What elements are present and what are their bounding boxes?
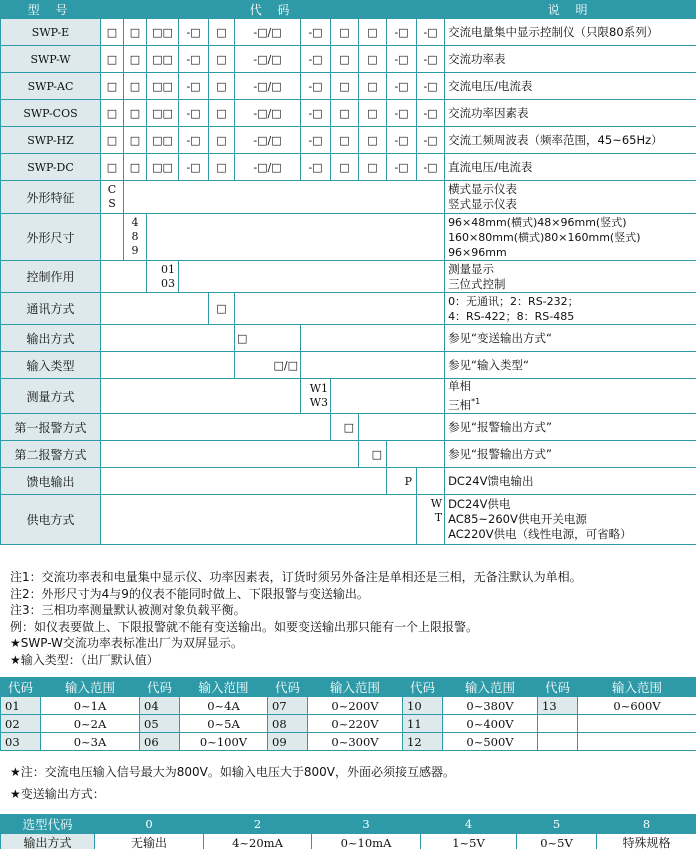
- model-row-swp-e: [1, 19, 696, 46]
- model-name: SWP-AC: [1, 73, 101, 100]
- range-cell: 0~200V: [308, 697, 403, 715]
- code-cell: 4: [421, 815, 517, 834]
- header-cell: 代码: [538, 678, 578, 697]
- code-s: S: [108, 197, 116, 210]
- code-c: C: [107, 183, 117, 196]
- shape-desc: [445, 181, 696, 214]
- blank-cell: [179, 261, 445, 293]
- code-cell: □: [331, 73, 359, 100]
- blank-cell: [101, 441, 359, 468]
- input-type-table: [0, 677, 696, 751]
- code-cell: □: [359, 154, 387, 181]
- code-cell: □□: [147, 154, 179, 181]
- blank-cell: [359, 414, 445, 441]
- output-desc: 参见“变送输出方式“: [445, 325, 696, 352]
- code-cell: □: [359, 100, 387, 127]
- note-line: ★SWP-W交流功率表标准出厂为双屏显示。: [10, 636, 243, 650]
- header-cell: 输入范围: [41, 678, 140, 697]
- measure-label: 测量方式: [1, 379, 101, 414]
- code-cell: 0: [95, 815, 204, 834]
- empty-cell: [538, 715, 578, 733]
- control-codes: [147, 261, 179, 293]
- transmit-output-table: [0, 814, 696, 849]
- code-cell: -□: [417, 19, 445, 46]
- code-cell: 09: [268, 733, 308, 751]
- code-cell: -□: [417, 154, 445, 181]
- code-cell: □: [359, 19, 387, 46]
- model-desc: 交流电量集中显示控制仪（只限80系列）: [445, 19, 696, 46]
- code-t: T: [434, 511, 443, 524]
- transmit-note: ★变送输出方式：: [10, 787, 105, 801]
- model-desc: 交流工频周波表（频率范围，45~65Hz）: [445, 127, 696, 154]
- blank-cell: [101, 261, 147, 293]
- desc-line: AC85~260V供电开关电源: [448, 512, 587, 526]
- header-cell: 代码: [403, 678, 443, 697]
- blank-cell: [387, 441, 445, 468]
- code-cell: -□: [179, 100, 209, 127]
- value-cell: 1~5V: [421, 834, 517, 849]
- power-row: [1, 495, 696, 545]
- model-desc: 直流电压/电流表: [445, 154, 696, 181]
- code-cell: 3: [312, 815, 421, 834]
- model-name: SWP-HZ: [1, 127, 101, 154]
- output-table-header: [1, 815, 696, 834]
- code-cell: -□: [301, 154, 331, 181]
- model-row-swp-w: [1, 46, 696, 73]
- code-cell: 07: [268, 697, 308, 715]
- code-cell: -□/□: [235, 46, 301, 73]
- code-cell: □: [209, 154, 235, 181]
- table-row: [1, 715, 696, 733]
- code-cell: -□: [301, 19, 331, 46]
- code-cell: -□: [387, 127, 417, 154]
- blank-cell: [101, 293, 209, 325]
- power-codes: [417, 495, 445, 545]
- code-cell: 8: [597, 815, 696, 834]
- input-table-header: [1, 678, 696, 697]
- measure-desc: [445, 379, 696, 414]
- feed-desc: DC24V馈电输出: [445, 468, 696, 495]
- blank-cell: [101, 495, 417, 545]
- note-line: 例：如仪表要做上、下限报警就不能有变送输出。如要变送输出那只能有一个上限报警。: [10, 619, 479, 634]
- blank-cell: [301, 352, 445, 379]
- range-cell: 0~2A: [41, 715, 140, 733]
- code-cell: □□: [147, 100, 179, 127]
- code-cell: □□: [147, 19, 179, 46]
- code-cell: □: [359, 127, 387, 154]
- code-cell: 08: [268, 715, 308, 733]
- comm-code: □: [209, 293, 235, 325]
- code-cell: -□: [387, 19, 417, 46]
- desc-line: DC24V供电: [448, 497, 511, 511]
- value-cell: 4~20mA: [204, 834, 312, 849]
- note-line: 注1：交流功率表和电量集中显示仪、功率因素表，订货时须另外备注是单相还是三相，无备注默认为单相。: [10, 570, 582, 584]
- blank-cell: [235, 293, 445, 325]
- code-01: 01: [161, 262, 175, 276]
- blank-cell: [101, 468, 387, 495]
- blank-cell: [147, 214, 445, 261]
- size-codes: [124, 214, 147, 261]
- code-cell: 10: [403, 697, 443, 715]
- code-cell: 13: [538, 697, 578, 715]
- model-desc: 交流电压/电流表: [445, 73, 696, 100]
- code-cell: □: [124, 100, 147, 127]
- feed-label: 馈电输出: [1, 468, 101, 495]
- blank-cell: [331, 379, 445, 414]
- code-cell: □: [209, 127, 235, 154]
- empty-cell: [538, 733, 578, 751]
- blank-cell: [124, 181, 445, 214]
- code-cell: □: [101, 100, 124, 127]
- code-cell: -□: [387, 100, 417, 127]
- table-row: [1, 733, 696, 751]
- model-name: SWP-E: [1, 19, 101, 46]
- code-cell: □: [331, 127, 359, 154]
- code-4: 4: [131, 216, 139, 229]
- value-cell: 0~5V: [517, 834, 597, 849]
- code-cell: -□/□: [235, 19, 301, 46]
- range-cell: 0~5A: [180, 715, 268, 733]
- control-label: 控制作用: [1, 261, 101, 293]
- code-cell: □: [101, 46, 124, 73]
- header-cell: 输入范围: [180, 678, 268, 697]
- blank-cell: [101, 214, 124, 261]
- model-name: SWP-W: [1, 46, 101, 73]
- code-cell: -□: [179, 127, 209, 154]
- desc-line: 横式显示仪表: [448, 182, 518, 196]
- range-cell: 0~3A: [41, 733, 140, 751]
- code-cell: □□: [147, 46, 179, 73]
- code-cell: -□: [387, 73, 417, 100]
- code-w: W: [430, 497, 443, 510]
- feed-row: [1, 468, 696, 495]
- table-row: [1, 834, 696, 849]
- size-desc: [445, 214, 696, 261]
- range-cell: 0~300V: [308, 733, 403, 751]
- model-name: SWP-COS: [1, 100, 101, 127]
- code-cell: □: [331, 100, 359, 127]
- note-line: 注2：外形尺寸为4与9的仪表不能同时做上、下限报警与变送输出。: [10, 586, 369, 601]
- code-w1: W1: [309, 382, 328, 395]
- blank-cell: [301, 325, 445, 352]
- code-cell: -□: [301, 127, 331, 154]
- code-cell: □: [124, 46, 147, 73]
- desc-line: 测量显示: [448, 261, 495, 276]
- code-8: 8: [131, 230, 139, 243]
- code-cell: 2: [204, 815, 312, 834]
- shape-codes: [101, 181, 124, 214]
- power-label: 供电方式: [1, 495, 101, 545]
- measure-row: [1, 379, 696, 414]
- output-row: [1, 325, 696, 352]
- code-cell: □: [359, 46, 387, 73]
- code-cell: -□: [179, 154, 209, 181]
- code-cell: 05: [140, 715, 180, 733]
- code-cell: □: [331, 46, 359, 73]
- model-name: SWP-DC: [1, 154, 101, 181]
- feed-code: P: [387, 468, 417, 495]
- code-cell: □: [209, 46, 235, 73]
- output-code: □: [235, 325, 301, 352]
- control-row: [1, 261, 696, 293]
- blank-cell: [101, 414, 331, 441]
- code-cell: □: [209, 100, 235, 127]
- model-header: 型 号: [1, 1, 101, 19]
- code-cell: □: [124, 19, 147, 46]
- size-label: 外形尺寸: [1, 214, 101, 261]
- output-label: 输出方式: [1, 325, 101, 352]
- code-cell: □□: [147, 127, 179, 154]
- code-cell: □: [359, 73, 387, 100]
- code-header: 代 码: [101, 1, 445, 19]
- range-cell: 0~100V: [180, 733, 268, 751]
- control-desc: [445, 261, 696, 293]
- input-code: □/□: [235, 352, 301, 379]
- header-cell: 输入范围: [443, 678, 538, 697]
- shape-label: 外形特征: [1, 181, 101, 214]
- model-row-swp-dc: [1, 154, 696, 181]
- empty-cell: [578, 715, 696, 733]
- code-cell: □□: [147, 73, 179, 100]
- range-cell: 0~1A: [41, 697, 140, 715]
- desc-line: AC220V供电（线性电源，可省略）: [448, 527, 632, 541]
- code-cell: -□/□: [235, 127, 301, 154]
- code-cell: -□: [179, 19, 209, 46]
- measure-codes: [301, 379, 331, 414]
- code-cell: □: [101, 73, 124, 100]
- desc-line: 单相: [448, 379, 472, 394]
- alarm2-row: [1, 441, 696, 468]
- code-cell: 01: [1, 697, 41, 715]
- input-row: [1, 352, 696, 379]
- code-cell: □: [101, 154, 124, 181]
- code-cell: □: [124, 73, 147, 100]
- header-cell: 代码: [268, 678, 308, 697]
- alarm1-row: [1, 414, 696, 441]
- code-cell: □: [101, 127, 124, 154]
- alarm2-desc: 参见“报警输出方式”: [445, 441, 696, 468]
- desc-line: 160×80mm(横式)80×160mm(竖式): [448, 230, 641, 244]
- voltage-note: ★注：交流电压输入信号最大为800V。如输入电压大于800V，外面必须接互感器。: [10, 765, 455, 779]
- code-cell: □: [209, 19, 235, 46]
- range-cell: 0~220V: [308, 715, 403, 733]
- model-row-swp-hz: [1, 127, 696, 154]
- input-desc: 参见“输入类型“: [445, 352, 696, 379]
- blank-cell: [101, 379, 301, 414]
- desc-line: 三位式控制: [448, 276, 506, 291]
- code-cell: 02: [1, 715, 41, 733]
- desc-line: 96×48mm(横式)48×96mm(竖式): [448, 215, 627, 229]
- code-cell: 11: [403, 715, 443, 733]
- output-mode-label: 输出方式: [1, 834, 95, 849]
- comm-desc: [445, 293, 696, 325]
- model-desc: 交流功率表: [445, 46, 696, 73]
- alarm1-label: 第一报警方式: [1, 414, 101, 441]
- blank-cell: [101, 325, 235, 352]
- range-cell: 0~600V: [578, 697, 696, 715]
- code-cell: □: [124, 154, 147, 181]
- header-cell: 代码: [1, 678, 41, 697]
- code-cell: -□/□: [235, 73, 301, 100]
- blank-cell: [417, 468, 445, 495]
- desc-line: 96×96mm: [448, 245, 507, 259]
- desc-text: 三相: [448, 397, 472, 412]
- code-cell: □: [101, 19, 124, 46]
- model-desc: 交流功率因素表: [445, 100, 696, 127]
- code-cell: -□/□: [235, 100, 301, 127]
- code-cell: □: [124, 127, 147, 154]
- code-cell: -□: [301, 100, 331, 127]
- code-cell: 04: [140, 697, 180, 715]
- shape-row: [1, 181, 696, 214]
- select-code-label: 选型代码: [1, 815, 95, 834]
- code-w3: W3: [309, 396, 328, 409]
- desc-header: 说 明: [445, 1, 696, 19]
- value-cell: 特殊规格: [597, 834, 696, 849]
- code-cell: 03: [1, 733, 41, 751]
- note-line: 注3：三相功率测量默认被测对象负载平衡。: [10, 603, 246, 617]
- code-cell: -□: [179, 46, 209, 73]
- code-cell: 06: [140, 733, 180, 751]
- model-row-swp-ac: [1, 73, 696, 100]
- code-cell: -□: [301, 46, 331, 73]
- table-row: [1, 697, 696, 715]
- comm-label: 通讯方式: [1, 293, 101, 325]
- value-cell: 0~10mA: [312, 834, 421, 849]
- table-header-row: [1, 1, 696, 19]
- desc-line: [448, 394, 693, 413]
- desc-line: 0：无通讯；2：RS-232；: [448, 294, 579, 308]
- empty-cell: [578, 733, 696, 751]
- code-cell: 5: [517, 815, 597, 834]
- code-cell: -□: [417, 46, 445, 73]
- code-cell: □: [209, 73, 235, 100]
- range-cell: 0~400V: [443, 715, 538, 733]
- code-cell: □: [331, 19, 359, 46]
- comm-row: [1, 293, 696, 325]
- desc-line: 4：RS-422；8：RS-485: [448, 309, 575, 323]
- code-cell: 12: [403, 733, 443, 751]
- header-cell: 代码: [140, 678, 180, 697]
- blank-cell: [101, 352, 235, 379]
- alarm1-code: □: [331, 414, 359, 441]
- range-cell: 0~500V: [443, 733, 538, 751]
- desc-line: 竖式显示仪表: [448, 197, 518, 211]
- range-cell: 0~380V: [443, 697, 538, 715]
- value-cell: 无输出: [95, 834, 204, 849]
- code-03: 03: [161, 276, 175, 290]
- code-cell: -□: [387, 154, 417, 181]
- code-cell: -□: [179, 73, 209, 100]
- code-cell: □: [331, 154, 359, 181]
- alarm2-code: □: [359, 441, 387, 468]
- header-cell: 输入范围: [578, 678, 696, 697]
- input-label: 输入类型: [1, 352, 101, 379]
- alarm1-desc: 参见“报警输出方式”: [445, 414, 696, 441]
- power-desc: [445, 495, 696, 545]
- range-cell: 0~4A: [180, 697, 268, 715]
- notes-section: [10, 569, 690, 668]
- code-cell: -□: [417, 100, 445, 127]
- model-row-swp-cos: [1, 100, 696, 127]
- code-cell: -□/□: [235, 154, 301, 181]
- note-line: ★输入类型：（出厂默认值）: [10, 652, 159, 667]
- footnote-mark: *1: [471, 397, 481, 407]
- code-cell: -□: [387, 46, 417, 73]
- code-cell: -□: [417, 127, 445, 154]
- code-cell: -□: [417, 73, 445, 100]
- code-9: 9: [131, 244, 139, 257]
- header-cell: 输入范围: [308, 678, 403, 697]
- size-row: [1, 214, 696, 261]
- alarm2-label: 第二报警方式: [1, 441, 101, 468]
- code-cell: -□: [301, 73, 331, 100]
